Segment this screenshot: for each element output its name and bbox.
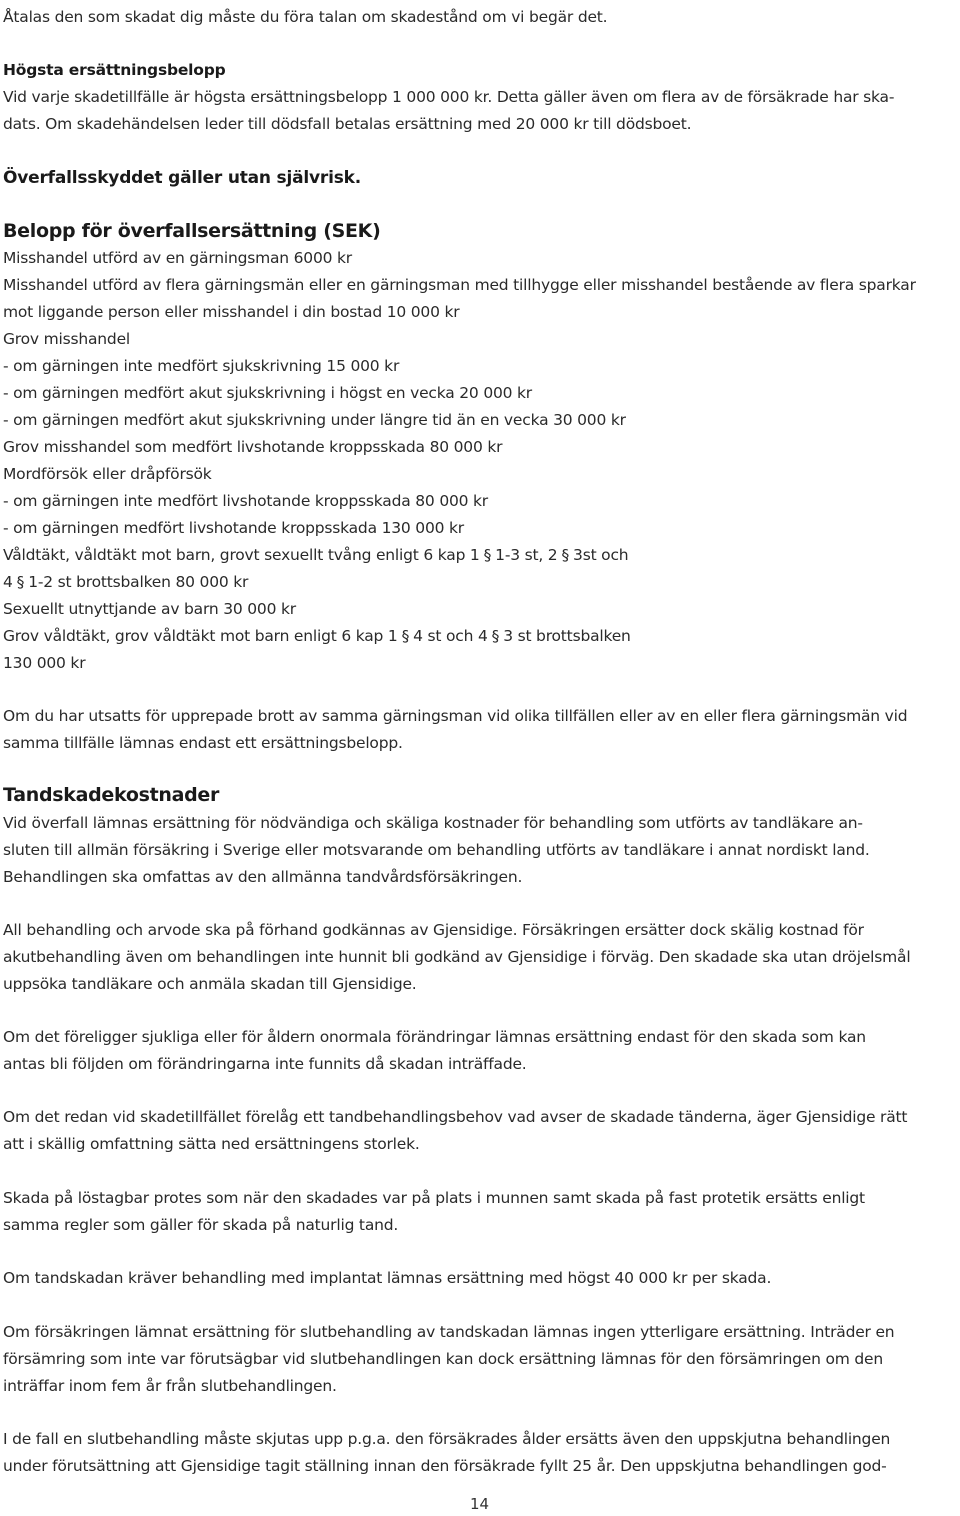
grave-text-a: Grov våldtäkt, grov våldtäkt mot barn enligt 6 kap 1 [3,627,398,645]
dental-line: I de fall en slutbehandling måste skjutas upp p.g.a. den försäkrades ålder ersätts även den uppskjutna behandlingen [3,1430,891,1448]
dental-line: Om det redan vid skadetillfället förelåg ett tandbehandlingsbehov vad avser de skadade tänderna, äger Gjensidige rätt [3,1108,908,1126]
dental-line: Vid överfall lämnas ersättning för nödvändiga och skäliga kostnader för behandling som utförts av tandläkare an- [3,814,863,832]
dental-line: Skada på löstagbar protes som när den skadades var på plats i munnen samt skada på fast protetik ersätts enligt [3,1189,865,1207]
dental-line: Behandlingen ska omfattas av den allmänna tandvårdsförsäkringen. [3,868,523,886]
dental-line: antas bli följden om förändringarna inte funnits då skadan inträffade. [3,1055,527,1073]
dental-line: att i skällig omfattning sätta ned ersättningens storlek. [3,1135,420,1153]
max-amount-line: Vid varje skadetillfälle är högsta ersättningsbelopp 1 000 000 kr. Detta gäller även om flera av de försäkrade har ska- [3,88,895,106]
rape-text-d: 4 [3,573,13,591]
amount-line: - om gärningen medfört livshotande kroppsskada 130 000 kr [3,519,464,537]
dental-line: akutbehandling även om behandlingen inte hunnit bli godkänd av Gjensidige i förväg. Den skadade ska utan dröjelsmål [3,948,911,966]
grave-text-b: 4 st och 4 [413,627,488,645]
grave-text-c: 3 st brottsbalken [503,627,631,645]
dental-line: Om försäkringen lämnat ersättning för slutbehandling av tandskadan lämnas ingen ytterligare ersättning. Inträder en [3,1323,895,1341]
amount-line: Sexuellt utnyttjande av barn 30 000 kr [3,600,296,618]
section-symbol: § [561,546,570,564]
section-symbol: § [16,573,25,591]
amount-line: - om gärningen inte medfört livshotande kroppsskada 80 000 kr [3,492,488,510]
dental-line: All behandling och arvode ska på förhand godkännas av Gjensidige. Försäkringen ersätter dock skälig kostnad för [3,921,864,939]
amount-line: Grov misshandel [3,330,131,348]
dental-heading: Tandskadekostnader [3,784,220,806]
rape-text-e: 1-2 st brottsbalken 80 000 kr [28,573,249,591]
amounts-heading: Belopp för överfallsersättning (SEK) [3,220,381,242]
dental-line: samma regler som gäller för skada på naturlig tand. [3,1216,399,1234]
dental-line: försämring som inte var förutsägbar vid slutbehandlingen kan dock ersättning lämnas för den försämringen om den [3,1350,883,1368]
page-number: 14 [470,1495,490,1513]
repeated-line: samma tillfälle lämnas endast ett ersättningsbelopp. [3,734,403,752]
amount-line: Misshandel utförd av en gärningsman 6000 kr [3,249,352,267]
section-symbol: § [401,627,410,645]
section-symbol: § [491,627,500,645]
repeated-line: Om du har utsatts för upprepade brott av samma gärningsman vid olika tillfällen eller av en eller flera gärningsmän vid [3,707,908,725]
section-symbol: § [483,546,492,564]
dental-line: under förutsättning att Gjensidige tagit ställning innan den försäkrade fyllt 25 år. Den uppskjutna behandlingen god- [3,1457,887,1475]
amount-line: mot liggande person eller misshandel i din bostad 10 000 kr [3,303,460,321]
amount-line-rape [3,542,628,569]
max-amount-heading: Högsta ersättningsbelopp [3,61,226,79]
amount-line: - om gärningen inte medfört sjukskrivning 15 000 kr [3,357,400,375]
rape-text-a: Våldtäkt, våldtäkt mot barn, grovt sexuellt tvång enligt 6 kap 1 [3,546,480,564]
amount-line: Misshandel utförd av flera gärningsmän eller en gärningsman med tillhygge eller misshandel bestående av flera sparkar [3,276,916,294]
amount-line: - om gärningen medfört akut sjukskrivning under längre tid än en vecka 30 000 kr [3,411,626,429]
dental-line: inträffar inom fem år från slutbehandlingen. [3,1377,337,1395]
amount-line: Mordförsök eller dråpförsök [3,465,212,483]
rape-text-b: 1-3 st, 2 [495,546,558,564]
dental-line: Om tandskadan kräver behandling med implantat lämnas ersättning med högst 40 000 kr per skada. [3,1269,772,1287]
dental-line: uppsöka tandläkare och anmäla skadan till Gjensidige. [3,975,417,993]
amount-line: Grov misshandel som medfört livshotande kroppsskada 80 000 kr [3,438,503,456]
amount-line: 130 000 kr [3,654,86,672]
intro-text: Åtalas den som skadat dig måste du föra talan om skadestånd om vi begär det. [3,8,608,26]
amount-line: - om gärningen medfört akut sjukskrivning i högst en vecka 20 000 kr [3,384,532,402]
rape-text-c: 3st och [573,546,629,564]
dental-line: Om det föreligger sjukliga eller för åldern onormala förändringar lämnas ersättning endast för den skada som kan [3,1028,866,1046]
max-amount-line: dats. Om skadehändelsen leder till dödsfall betalas ersättning med 20 000 kr till dödsboet. [3,115,692,133]
no-deductible-heading: Överfallsskyddet gäller utan självrisk. [3,168,361,188]
dental-line: sluten till allmän försäkring i Sverige eller motsvarande om behandling utförts av tandläkare i annat nordiskt land. [3,841,870,859]
amount-line-grave [3,623,631,650]
amount-line-rape-cont [3,569,248,596]
